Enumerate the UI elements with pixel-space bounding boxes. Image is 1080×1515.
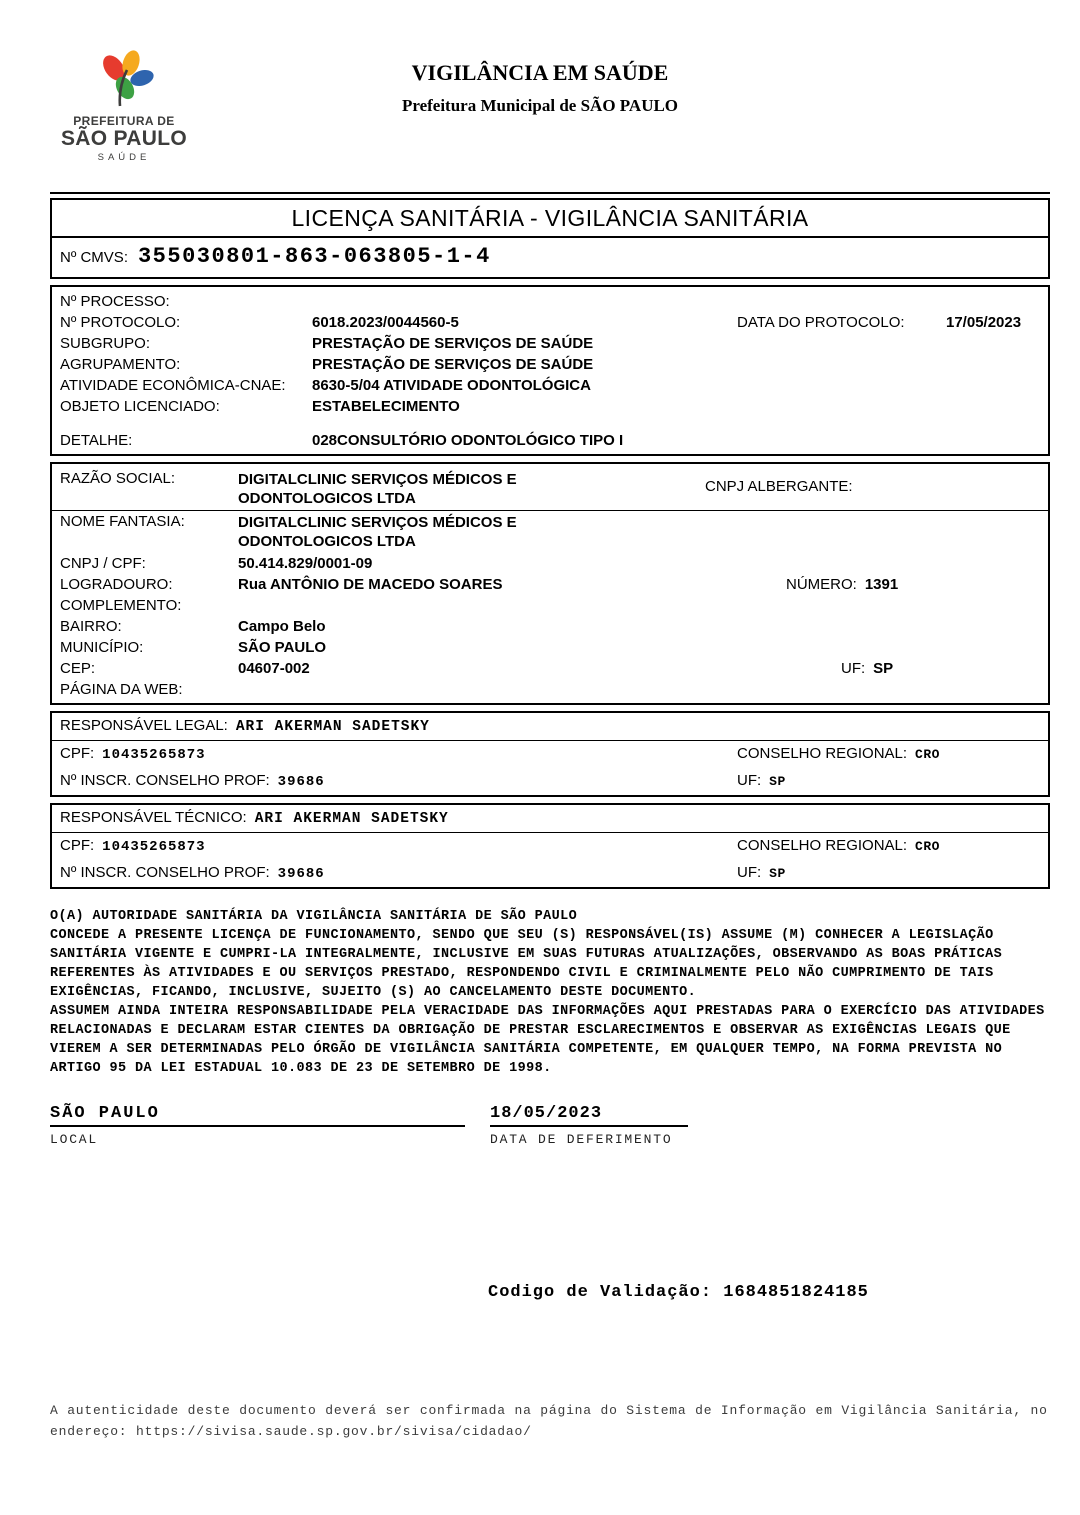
row-detalhe [52,430,1048,451]
numero-value: 1391 [864,576,899,593]
responsavel-legal-name: ARI AKERMAN SADETSKY [235,719,430,735]
razao-social-label: RAZÃO SOCIAL: [60,470,176,487]
license-title-box [50,198,1050,279]
cnpj-cpf-value: 50.414.829/0001-09 [238,555,373,572]
municipio-label: MUNICÍPIO: [60,639,144,656]
cmvs-value: 355030801-863-063805-1-4 [137,244,491,269]
row-logradouro [52,574,1048,595]
row-nome-fantasia [52,511,1048,553]
responsavel-tecnico-label: RESPONSÁVEL TÉCNICO: [60,809,247,826]
signature-local-value: SÃO PAULO [50,1104,465,1127]
uf-label: UF: SP [841,660,894,677]
cmvs-row [52,238,1048,277]
row-tecnico-inscr [52,860,1048,887]
agrupamento-label: AGRUPAMENTO: [60,356,181,373]
legal-conselho-value: CRO [915,747,940,762]
tecnico-conselho-regional: CONSELHO REGIONAL: CRO [737,837,940,854]
row-razao-social [52,468,1048,511]
cnae-label: ATIVIDADE ECONÔMICA-CNAE: [60,377,286,394]
tecnico-uf: UF: SP [737,864,786,881]
row-municipio [52,637,1048,658]
authenticity-footer: A autenticidade deste documento deverá ser confirmada na página do Sistema de Informação em Vigilância Sanitária, no endereço: https://sivisa.saude.sp.gov.br/sivisa/cidadao/ [50,1403,1048,1439]
legal-cpf-value: 10435265873 [102,747,206,763]
tecnico-cpf-value: 10435265873 [102,839,206,855]
detalhe-value: 028CONSULTÓRIO ODONTOLÓGICO TIPO I [312,432,624,449]
tecnico-conselho-value: CRO [915,839,940,854]
row-subgrupo [52,333,1048,354]
bairro-value: Campo Belo [238,618,326,635]
tecnico-uf-value: SP [769,866,786,881]
signature-block [50,1104,1050,1127]
tecnico-cpf-label: CPF: [60,837,95,854]
cnpj-albergante-label: CNPJ ALBERGANTE: [705,478,853,495]
processo-label: Nº PROCESSO: [60,293,170,310]
logradouro-value: Rua ANTÔNIO DE MACEDO SOARES [238,576,503,593]
validation-label: Codigo de Validação: [488,1283,713,1302]
row-agrupamento [52,354,1048,375]
local-label: LOCAL [50,1132,99,1147]
row-bairro [52,616,1048,637]
legal-cpf-label: CPF: [60,745,95,762]
validation-code [488,1283,1050,1302]
agrupamento-value: PRESTAÇÃO DE SERVIÇOS DE SAÚDE [312,356,594,373]
row-cnpj-cpf [52,553,1048,574]
uf-value: SP [873,660,894,677]
legal-uf: UF: SP [737,772,786,789]
data-protocolo-label: DATA DO PROTOCOLO: [737,314,905,331]
cnpj-cpf-label: CNPJ / CPF: [60,555,146,572]
legal-conselho-regional: CONSELHO REGIONAL: CRO [737,745,940,762]
legal-responsible-section [50,711,1050,797]
document-header [0,0,1080,192]
row-cep [52,658,1048,679]
legal-paragraph-1: O(A) AUTORIDADE SANITÁRIA DA VIGILÂNCIA SANITÁRIA DE SÃO PAULO [50,909,578,924]
row-pagina-web [52,679,1048,700]
row-complemento [52,595,1048,616]
legal-paragraph-2: CONCEDE A PRESENTE LICENÇA DE FUNCIONAMENTO, SENDO QUE SEU (S) RESPONSÁVEL(IS) ASSUME (M) CONHECER A LEGISLAÇÃO SANITÁRIA VIGENTE E CUMPRI-LA INTEGRALMENTE, INCLUSIVE EM SUAS FUTURAS ATUALIZAÇÕES, OBSERVANDO AS BOAS PRÁTICAS REFERENTES ÀS ATIVIDADES E OU SERVIÇOS PRESTADO, RESPONDENDO CIVIL E CRIMINALMENTE PELO NÃO CUMPRIMENTO DE TAIS EXIGÊNCIAS, FICANDO, INCLUSIVE, SUJEITO (S) AO CANCELAMENTO DESTE DOCUMENTO. [50,928,1003,1000]
spacer [52,417,1048,430]
responsavel-tecnico-name: ARI AKERMAN SADETSKY [254,811,449,827]
validation-value: 1684851824185 [723,1283,869,1302]
logo-text-prefeitura: PREFEITURA DE [73,114,175,128]
legal-declaration-text [50,907,1050,1078]
razao-social-value: DIGITALCLINIC SERVIÇOS MÉDICOS E ODONTOLOGICOS LTDA [238,471,517,507]
logo-text-saude: SAÚDE [97,152,151,164]
objeto-label: OBJETO LICENCIADO: [60,398,220,415]
objeto-value: ESTABELECIMENTO [312,398,460,415]
row-responsavel-legal [52,713,1048,741]
cnae-value: 8630-5/04 ATIVIDADE ODONTOLÓGICA [312,377,591,394]
legal-inscr-value: 39686 [277,774,325,790]
cep-label: CEP: [60,660,96,677]
technical-responsible-section [50,803,1050,889]
protocolo-value: 6018.2023/0044560-5 [312,314,459,331]
process-section [50,285,1050,456]
establishment-section [50,462,1050,705]
signature-labels [50,1132,1050,1147]
cmvs-label: Nº CMVS: [60,249,128,266]
license-title: LICENÇA SANITÁRIA - VIGILÂNCIA SANITÁRIA [52,200,1048,238]
tecnico-inscr-label: Nº INSCR. CONSELHO PROF: [60,864,270,881]
responsavel-legal-label: RESPONSÁVEL LEGAL: [60,717,228,734]
document-subtitle: Prefeitura Municipal de SÃO PAULO [401,96,679,115]
nome-fantasia-value: DIGITALCLINIC SERVIÇOS MÉDICOS E ODONTOLOGICOS LTDA [238,514,517,550]
document-body [50,192,1050,1302]
logradouro-label: LOGRADOURO: [60,576,173,593]
data-protocolo-value: 17/05/2023 [946,314,1022,331]
legal-uf-value: SP [769,774,786,789]
row-tecnico-cpf [52,833,1048,860]
row-cnae [52,375,1048,396]
tecnico-inscr-value: 39686 [277,866,325,882]
bairro-label: BAIRRO: [60,618,122,635]
cep-value: 04607-002 [238,660,310,677]
document-title: VIGILÂNCIA EM SAÚDE [411,60,669,85]
municipio-value: SÃO PAULO [238,639,327,656]
row-protocolo [52,312,1048,333]
detalhe-label: DETALHE: [60,432,133,449]
row-objeto [52,396,1048,417]
row-responsavel-tecnico [52,805,1048,833]
numero-label: NÚMERO: 1391 [786,576,899,593]
row-processo [52,291,1048,312]
row-legal-inscr [52,768,1048,795]
pagina-web-label: PÁGINA DA WEB: [60,681,183,698]
complemento-label: COMPLEMENTO: [60,597,182,614]
subgrupo-value: PRESTAÇÃO DE SERVIÇOS DE SAÚDE [312,335,594,352]
signature-date-value: 18/05/2023 [490,1104,688,1127]
protocolo-label: Nº PROTOCOLO: [60,314,181,331]
subgrupo-label: SUBGRUPO: [60,335,151,352]
row-legal-cpf [52,741,1048,768]
legal-paragraph-3: ASSUMEM AINDA INTEIRA RESPONSABILIDADE PELA VERACIDADE DAS INFORMAÇÕES AQUI PRESTADAS PARA O EXERCÍCIO DAS ATIVIDADES RELACIONADAS E DECLARAM ESTAR CIENTES DA OBRIGAÇÃO DE PRESTAR ESCLARECIMENTOS E OBSERVAR AS EXIGÊNCIAS LEGAIS QUE VIEREM A SER DETERMINADAS PELO ÓRGÃO DE VIGILÂNCIA SANITÁRIA COMPETENTE, EM QUALQUER TEMPO, NA FORMA PREVISTA NO ARTIGO 95 DA LEI ESTADUAL 10.083 DE 23 DE SETEMBRO DE 1998. [50,1004,1045,1076]
header-titles [0,60,1080,116]
top-rule [50,192,1050,194]
nome-fantasia-label: NOME FANTASIA: [60,513,185,530]
data-deferimento-label: DATA DE DEFERIMENTO [490,1132,673,1147]
legal-inscr-label: Nº INSCR. CONSELHO PROF: [60,772,270,789]
logo-text-sao-paulo: SÃO PAULO [61,127,187,150]
